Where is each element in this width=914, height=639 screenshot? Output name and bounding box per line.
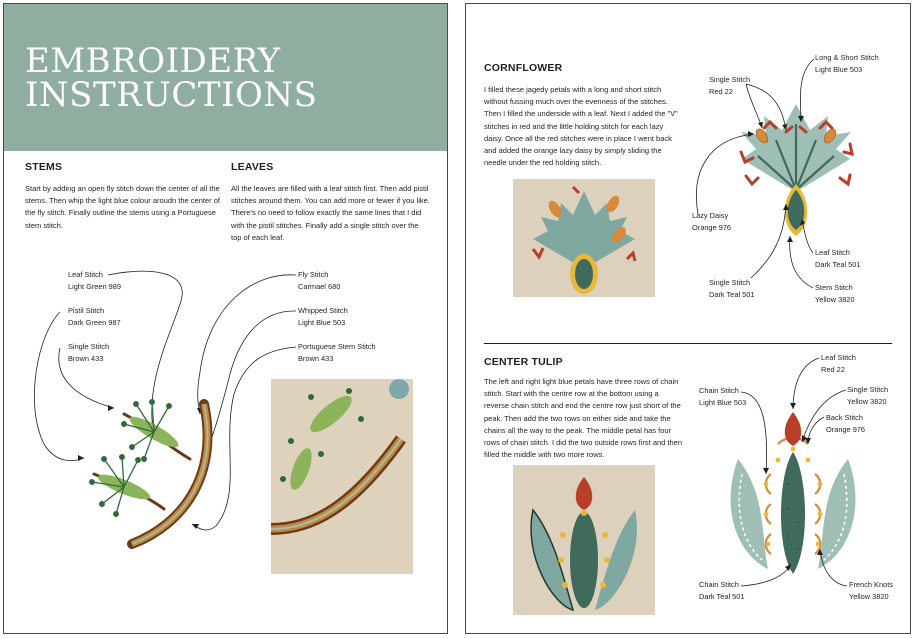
stitch-name: Whipped Stitch [298, 306, 348, 315]
thread-color: Dark Teal 501 [699, 592, 745, 601]
stitch-name: Single Stitch [709, 75, 751, 84]
stems-heading: STEMS [25, 161, 63, 173]
stitch-name: French Knots [849, 580, 893, 589]
stitch-name: Lazy Daisy [692, 211, 729, 220]
stitch-name: Chain Stitch [699, 386, 739, 395]
thread-color: Yellow 3820 [847, 397, 887, 406]
stitch-name: Single Stitch [847, 385, 889, 394]
stitch-name: Leaf Stitch [68, 270, 103, 279]
thread-color: Dark Teal 501 [709, 290, 755, 299]
thread-color: Light Blue 503 [298, 318, 346, 327]
title-line-1: EMBROIDERY [25, 41, 281, 81]
stitch-name: Back Stitch [826, 413, 863, 422]
title-line-2: INSTRUCTIONS [25, 75, 318, 115]
thread-color: Brown 433 [68, 354, 104, 363]
stitch-name: Fly Stitch [298, 270, 329, 279]
cornflower-heading: CORNFLOWER [484, 62, 563, 74]
stitch-name: Long & Short Stitch [815, 53, 879, 62]
stitch-name: Pistil Stitch [68, 306, 105, 315]
thread-color: Dark Teal 501 [815, 260, 861, 269]
page-left [3, 3, 448, 634]
thread-color: Light Blue 503 [815, 65, 863, 74]
leaves-heading: LEAVES [231, 161, 274, 173]
thread-color: Yellow 3820 [849, 592, 889, 601]
tulip-heading: CENTER TULIP [484, 356, 563, 368]
thread-color: Orange 976 [826, 425, 866, 434]
stems-body: Start by adding an open fly stitch down the center of all the stems. Then whip the light blue colour aroudn the center of the fly stitch. Finally outline the stems using a Portuguese stem stitch. [25, 184, 220, 230]
thread-color: Carmael 680 [298, 282, 341, 291]
stitch-name: Stem Stitch [815, 283, 853, 292]
leaves-body: All the leaves are filled with a leaf stitch first. Then add pistil stitches around them. You can add more or fewer if you like. There's no need to follow exactly the same lines that I did with the pistil stitches. Finally add a single stitch over the top of each leaf. [231, 184, 430, 242]
thread-color: Dark Green 987 [68, 318, 121, 327]
cornflower-body: I filled these jagedy petals with a long and short stitch without fussing much over the evenness of the stitches. Then I filled the underside with a leaf. Next I added the "V" stitches in red and the little holding stitch for each lazy daisy. Once all the red stitches were in place I went back and added the orange lazy daisy by simply sliding the needle under the red holding stitch. [484, 85, 678, 168]
stitch-name: Leaf Stitch [821, 353, 856, 362]
stems-photo [271, 379, 413, 574]
stitch-name: Chain Stitch [699, 580, 739, 589]
thread-color: Red 22 [709, 87, 733, 96]
stitch-name: Portuguese Stem Stitch [298, 342, 376, 351]
thread-color: Light Blue 503 [699, 398, 747, 407]
thread-color: Red 22 [821, 365, 845, 374]
thread-color: Yellow 3820 [815, 295, 855, 304]
stitch-name: Single Stitch [68, 342, 110, 351]
thread-color: Orange 976 [692, 223, 732, 232]
thread-color: Light Green 989 [68, 282, 122, 291]
tulip-diagram [466, 4, 911, 634]
thread-color: Brown 433 [298, 354, 334, 363]
stitch-name: Single Stitch [709, 278, 751, 287]
page-right [465, 3, 911, 634]
stitch-name: Leaf Stitch [815, 248, 850, 257]
tulip-body: The left and right light blue petals have three rows of chain stitch. Start with the centre row at the bottom using a reverse chain stitch and end the centre row just short of the peak. Then add the two rows on either side and take the chains all the way to the peak. The middle petal has four rows of chain stitch. I did the two outside rows first and then filled the middle with two more rows. [484, 377, 683, 460]
